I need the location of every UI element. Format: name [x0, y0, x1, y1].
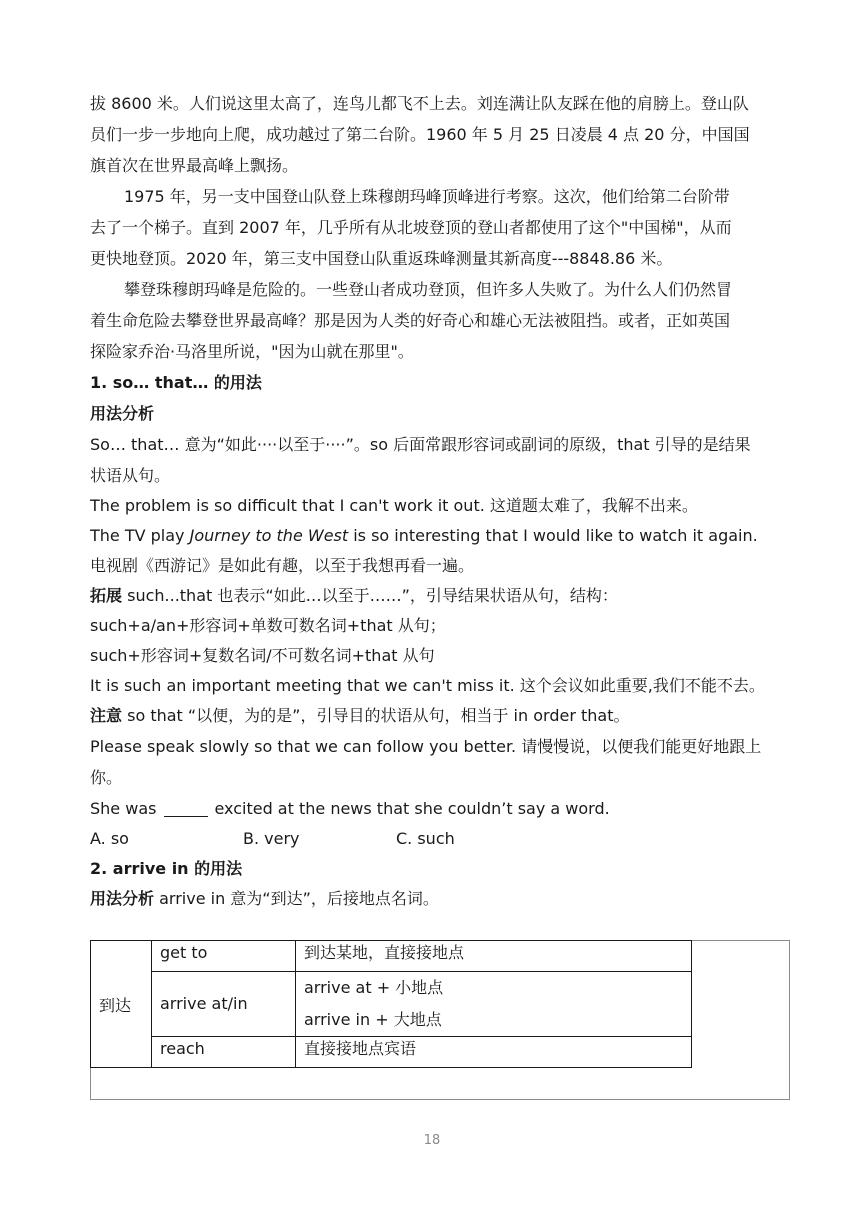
note-label: 注意	[90, 706, 123, 725]
definition-line: 状语从句。	[90, 466, 171, 485]
table-row	[91, 1037, 692, 1068]
analysis-line	[90, 884, 780, 914]
paragraph-line: 员们一步一步地向上爬，成功越过了第二台阶。1960 年 5 月 25 日凌晨 4 点 20 分，中国国	[90, 125, 750, 144]
paragraph-line: 探险家乔治·马洛里所说，"因为山就在那里"。	[90, 342, 414, 361]
note-text: so that “以便，为的是”，引导目的状语从句，相当于 in order that。	[122, 706, 630, 725]
extension-line	[90, 581, 780, 611]
table-row	[91, 972, 692, 1037]
question-text: excited at the news that she couldn’t say a word.	[214, 799, 610, 818]
example-sentence: Please speak slowly so that we can follow you better. 请慢慢说，以便我们能更好地跟上	[90, 737, 762, 756]
table-desc: 到达某地，直接接地点	[296, 941, 692, 972]
answer-options	[90, 824, 780, 854]
extension-label: 拓展	[90, 586, 123, 605]
paragraph-line: 着生命危险去攀登世界最高峰？那是因为人类的好奇心和雄心无法被阻挡。或者，正如英国	[90, 311, 731, 330]
section-heading: 1. so… that… 的用法	[90, 373, 262, 392]
analysis-label: 用法分析	[90, 404, 155, 423]
table-desc: 直接接地点宾语	[296, 1037, 692, 1068]
page-number: 18	[423, 1133, 441, 1148]
example-translation: 电视剧《西游记》是如此有趣，以至于我想再看一遍。	[90, 556, 475, 575]
structure-line: such+形容词+复数名词/不可数名词+that 从句	[90, 646, 435, 665]
section-heading: 2. arrive in 的用法	[90, 859, 243, 878]
analysis-label: 用法分析	[90, 889, 155, 908]
example-text: is so interesting that I would like to watch it again.	[348, 526, 758, 545]
paragraph-line: 旗首次在世界最高峰上飘扬。	[90, 156, 299, 175]
answer-blank[interactable]	[164, 800, 208, 817]
paragraph-line: 更快地登顶。2020 年，第三支中国登山队重返珠峰测量其新高度---8848.86 米。	[90, 249, 673, 268]
table-term: get to	[152, 941, 296, 972]
example-sentence	[90, 521, 780, 551]
paragraph-line: 1975 年，另一支中国登山队登上珠穆朗玛峰顶峰进行考察。这次，他们给第二台阶带	[124, 187, 730, 206]
paragraph-line: 攀登珠穆朗玛峰是危险的。一些登山者成功登顶，但许多人失败了。为什么人们仍然冒	[124, 280, 733, 299]
example-sentence: It is such an important meeting that we can't miss it. 这个会议如此重要,我们不能不去。	[90, 676, 765, 695]
option-c: C. such	[396, 829, 455, 848]
example-sentence: The problem is so difficult that I can't work it out. 这道题太难了，我解不出来。	[90, 496, 698, 515]
extension-text: such...that 也表示“如此…以至于……”，引导结果状语从句，结构：	[122, 586, 618, 605]
option-a: A. so	[90, 829, 129, 848]
usage-table	[90, 940, 692, 1068]
analysis-text: arrive in 意为“到达”，后接地点名词。	[154, 889, 439, 908]
example-title: Journey to the West	[189, 526, 349, 545]
table-term: reach	[152, 1037, 296, 1068]
example-text: The TV play	[90, 526, 190, 545]
exercise-question	[90, 793, 780, 824]
paragraph-line: 拔 8600 米。人们说这里太高了，连鸟儿都飞不上去。刘连满让队友踩在他的肩膀上。登山队	[90, 94, 749, 113]
option-b: B. very	[243, 829, 300, 848]
page-content	[90, 88, 780, 914]
table-main-label: 到达	[91, 941, 152, 1068]
structure-line: such+a/an+形容词+单数可数名词+that 从句；	[90, 616, 446, 635]
table-row	[91, 941, 692, 972]
table-term: arrive at/in	[152, 972, 296, 1037]
note-line	[90, 701, 780, 731]
question-text: She was	[90, 799, 157, 818]
table-desc: arrive at + 小地点 arrive in + 大地点	[296, 972, 692, 1037]
definition-line: So… that… 意为“如此····以至于····”。so 后面常跟形容词或副词的原级，that 引导的是结果	[90, 435, 751, 454]
example-sentence: 你。	[90, 768, 123, 787]
paragraph-line: 去了一个梯子。直到 2007 年，几乎所有从北坡登顶的登山者都使用了这个"中国梯"，从而	[90, 218, 732, 237]
